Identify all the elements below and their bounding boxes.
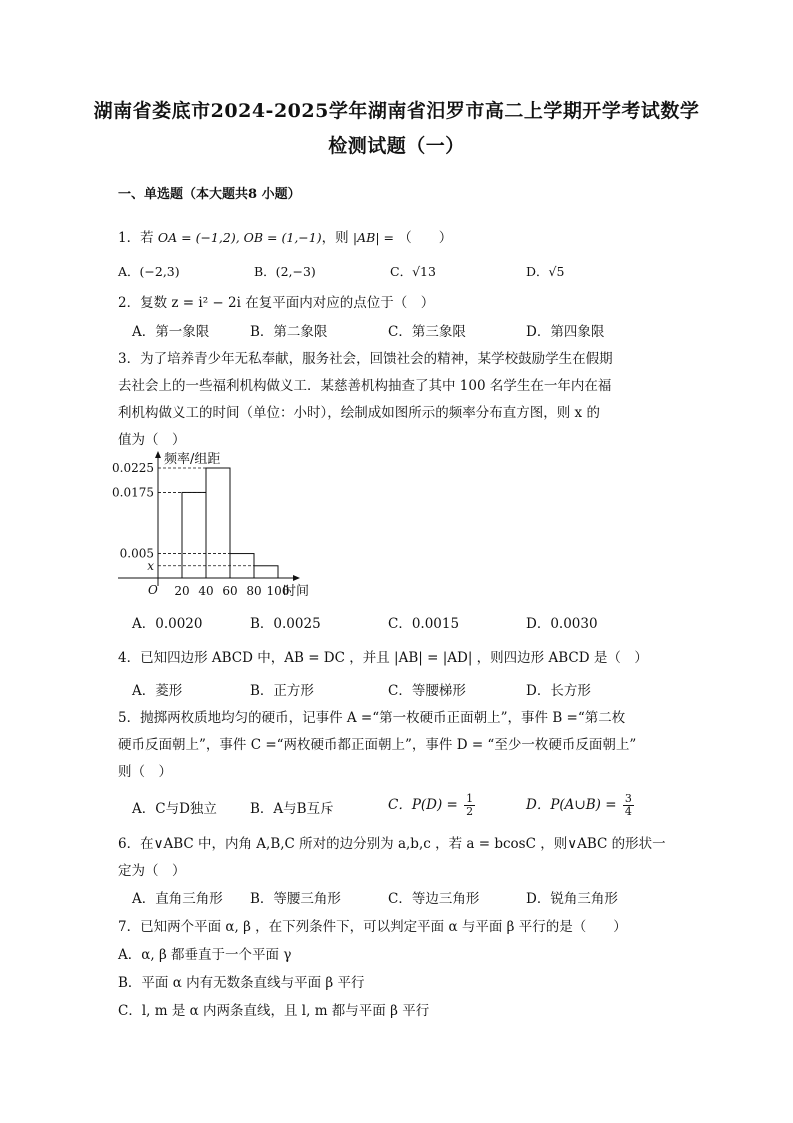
x-axis-label: 时间 [283, 584, 310, 599]
q5-option-a[interactable]: A．C与D独立 [132, 801, 217, 817]
question-6-line2: 定为（ ） [118, 863, 186, 879]
q6-option-c[interactable]: C．等边三角形 [388, 891, 480, 907]
fraction-numerator: 1 [466, 792, 474, 805]
y-axis-label: 频率/组距 [164, 452, 221, 467]
question-7-stem: 7．已知两个平面 α, β ，在下列条件下，可以判定平面 α 与平面 β 平行的是（ ） [118, 919, 627, 935]
q2-option-b[interactable]: B．第二象限 [250, 324, 328, 340]
q6-option-a[interactable]: A．直角三角形 [132, 891, 223, 907]
question-5-line2: 硬币反面朝上”，事件 C =“两枚硬币都正面朝上”，事件 D = “至少一枚硬币反面朝上” [118, 737, 637, 753]
question-4-stem: 4．已知四边形 ABCD 中，AB = DC ，并且 |AB| = |AD| ，则四边形 ABCD 是（ ） [118, 650, 648, 666]
q4-option-d[interactable]: D．长方形 [526, 683, 591, 699]
question-3-line3: 利机构做义工的时间（单位：小时），绘制成如图所示的频率分布直方图，则 x 的 [118, 405, 600, 421]
page-title-line1: 湖南省娄底市2024-2025学年湖南省汨罗市高二上学期开学考试数学 [93, 100, 700, 122]
frequency-histogram [108, 448, 328, 608]
bar-40-60 [206, 468, 230, 578]
question-5-line3: 则（ ） [118, 764, 172, 780]
x-tick-label: 100 [266, 584, 290, 598]
q5-option-b[interactable]: B．A与B互斥 [250, 801, 334, 817]
x-tick-label: 60 [222, 584, 238, 598]
x-tick-label: 40 [198, 584, 214, 598]
q3-option-b[interactable]: B．0.0025 [250, 616, 321, 632]
question-6-line1: 6．在∨ABC 中，内角 A,B,C 所对的边分别为 a,b,c ，若 a = bcosC ，则∨ABC 的形状一 [118, 836, 666, 852]
q1-option-d[interactable]: D．√5 [526, 264, 565, 279]
q3-option-d[interactable]: D．0.0030 [526, 616, 598, 632]
x-tick-label: 80 [246, 584, 262, 598]
q4-option-a[interactable]: A．菱形 [132, 683, 183, 699]
q1-stem-b: ，则 [321, 230, 353, 246]
fraction-numerator: 3 [624, 792, 632, 805]
question-5-line1: 5．抛掷两枚质地均匀的硬币，记事件 A =“第一枚硬币正面朝上”，事件 B =“第二枚 [118, 710, 626, 726]
q7-choice-c[interactable]: C．l, m 是 α 内两条直线，且 l, m 都与平面 β 平行 [118, 1003, 430, 1019]
q5-option-c-text: C．P(D) = [388, 797, 458, 813]
question-1-stem [118, 226, 452, 246]
y-tick-label: 0.0225 [112, 461, 154, 475]
q4-option-b[interactable]: B．正方形 [250, 683, 314, 699]
q1-option-a[interactable]: A．(−2,3) [118, 264, 180, 279]
origin-label: O [148, 583, 158, 597]
y-axis-arrow [155, 451, 161, 458]
q7-choice-b[interactable]: B．平面 α 内有无数条直线与平面 β 平行 [118, 975, 365, 991]
bar-80-100 [254, 566, 278, 578]
q1-option-c[interactable]: C．√13 [390, 264, 436, 279]
page-title-line2: 检测试题（一） [328, 135, 465, 157]
x-axis-arrow [293, 575, 300, 581]
y-tick-label: x [147, 558, 154, 573]
q3-option-a[interactable]: A．0.0020 [132, 616, 203, 632]
q1-stem-c: （ ） [394, 230, 453, 246]
question-3-line1: 3．为了培养青少年无私奉献，服务社会，回馈社会的精神，某学校鼓励学生在假期 [118, 351, 613, 367]
q5-option-c[interactable] [388, 793, 475, 818]
q6-option-b[interactable]: B．等腰三角形 [250, 891, 341, 907]
q5-option-d-fraction [623, 793, 634, 818]
question-3-line2: 去社会上的一些福利机构做义工．某慈善机构抽查了其中 100 名学生在一年内在福 [118, 378, 612, 394]
q1-option-b[interactable]: B．(2,−3) [254, 264, 316, 279]
x-tick-label: 20 [174, 584, 190, 598]
bar-20-40 [182, 492, 206, 578]
q1-vectors: OA = (−1,2), OB = (1,−1) [157, 230, 322, 245]
question-3-line4: 值为（ ） [118, 432, 186, 448]
fraction-denominator: 4 [624, 805, 632, 818]
question-6-options [132, 887, 692, 907]
question-2-stem: 2．复数 z = i² − 2i 在复平面内对应的点位于（ ） [118, 295, 435, 311]
q2-option-a[interactable]: A．第一象限 [132, 324, 210, 340]
q1-stem-a: 1．若 [118, 230, 158, 246]
question-2-options [132, 320, 692, 340]
q3-option-c[interactable]: C．0.0015 [388, 616, 460, 632]
y-tick-label: 0.005 [119, 546, 154, 561]
q2-option-d[interactable]: D．第四象限 [526, 324, 605, 340]
q7-choice-a[interactable]: A．α, β 都垂直于一个平面 γ [118, 947, 292, 963]
y-tick-label: 0.0175 [112, 485, 154, 500]
question-3-options [132, 612, 692, 632]
question-4-options [132, 679, 692, 699]
question-1-options [118, 262, 678, 282]
q6-option-d[interactable]: D．锐角三角形 [526, 891, 618, 907]
section-heading: 一、单选题（本大题共8 小题） [118, 187, 301, 202]
q5-option-c-fraction [464, 793, 475, 818]
q2-option-c[interactable]: C．第三象限 [388, 324, 466, 340]
q1-magnitude: |AB| = [352, 230, 394, 245]
question-5-options [132, 793, 692, 823]
q4-option-c[interactable]: C．等腰梯形 [388, 683, 466, 699]
q5-option-d-text: D．P(A∪B) = [526, 797, 617, 813]
q5-option-d[interactable] [526, 793, 634, 818]
fraction-denominator: 2 [466, 805, 474, 818]
chart-root [112, 451, 309, 599]
